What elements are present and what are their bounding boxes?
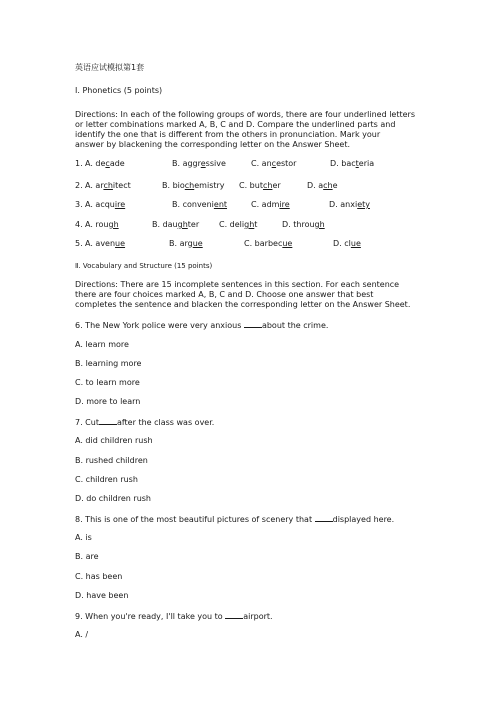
option-c: C. barbecue <box>244 239 293 248</box>
question-7-choice-b: B. rushed children <box>75 456 148 465</box>
question-number: 5. <box>75 239 83 248</box>
option-d: D. anxiety <box>329 200 370 209</box>
question-7-stem: 7. Cut after the class was over. <box>75 418 215 427</box>
phonetics-question-4 <box>75 220 425 230</box>
option-b: B. biochemistry <box>162 181 225 190</box>
option-c: C. admire <box>251 200 290 209</box>
directions-line: Directions: There are 15 incomplete sentences in this section. For each sentence <box>75 280 400 289</box>
section-2-directions <box>75 280 425 310</box>
question-7-choice-c: C. children rush <box>75 475 138 484</box>
option-c: C. butcher <box>239 181 281 190</box>
question-7-choice-d: D. do children rush <box>75 494 151 503</box>
option-b: B. argue <box>169 239 203 248</box>
question-6-choice-c: C. to learn more <box>75 378 140 387</box>
section-1-directions <box>75 110 425 150</box>
question-9-choice-a: A. / <box>75 630 89 639</box>
answer-blank <box>315 514 333 522</box>
directions-line: answer by blackening the corresponding letter on the Answer Sheet. <box>75 140 351 149</box>
option-d: D. bacteria <box>330 159 375 168</box>
question-7-choice-a: A. did children rush <box>75 436 153 445</box>
option-c: C. delight <box>219 220 258 229</box>
question-6-choice-d: D. more to learn <box>75 397 141 406</box>
directions-line: or letter combinations marked A, B, C and D. Compare the underlined parts and <box>75 120 396 129</box>
question-8-choice-d: D. have been <box>75 591 129 600</box>
directions-line: there are four choices marked A, B, C and D. Choose one answer that best <box>75 290 374 299</box>
question-9-stem: 9. When you're ready, I'll take you to airport. <box>75 612 273 621</box>
section-2-heading: Ⅱ. Vocabulary and Structure (15 points) <box>75 262 213 270</box>
option-b: B. daughter <box>152 220 200 229</box>
question-number: 4. <box>75 220 83 229</box>
option-d: D. through <box>282 220 325 229</box>
question-8-choice-c: C. has been <box>75 572 123 581</box>
answer-blank <box>225 611 243 619</box>
directions-line: Directions: In each of the following groups of words, there are four underlined letters <box>75 110 415 119</box>
option-a: A. architect <box>85 181 131 190</box>
option-c: C. ancestor <box>251 159 297 168</box>
answer-blank <box>244 320 262 328</box>
question-number: 1. <box>75 159 83 168</box>
option-a: A. rough <box>85 220 119 229</box>
question-number: 2. <box>75 181 83 190</box>
document-title: 英语应试模拟第1套 <box>75 63 145 72</box>
directions-line: identify the one that is different from the others in pronunciation. Mark your <box>75 130 381 139</box>
question-8-stem: 8. This is one of the most beautiful pictures of scenery that displayed here. <box>75 515 395 524</box>
phonetics-question-1 <box>75 159 425 169</box>
answer-blank <box>99 417 117 425</box>
option-a: A. avenue <box>85 239 126 248</box>
question-6-stem: 6. The New York police were very anxious about the crime. <box>75 321 329 330</box>
phonetics-question-5 <box>75 239 425 249</box>
option-d: D. clue <box>333 239 361 248</box>
option-b: B. convenient <box>172 200 228 209</box>
section-1-heading: Ⅰ. Phonetics (5 points) <box>75 86 163 95</box>
option-b: B. aggressive <box>172 159 226 168</box>
option-a: A. acquire <box>85 200 126 209</box>
phonetics-question-2 <box>75 181 425 191</box>
question-6-choice-a: A. learn more <box>75 340 129 349</box>
option-a: A. decade <box>85 159 125 168</box>
question-8-choice-a: A. is <box>75 533 92 542</box>
question-8-choice-b: B. are <box>75 552 99 561</box>
phonetics-question-3 <box>75 200 425 210</box>
option-d: D. ache <box>307 181 338 190</box>
directions-line: completes the sentence and blacken the corresponding letter on the Answer Sheet. <box>75 300 411 309</box>
question-number: 3. <box>75 200 83 209</box>
question-6-choice-b: B. learning more <box>75 359 142 368</box>
